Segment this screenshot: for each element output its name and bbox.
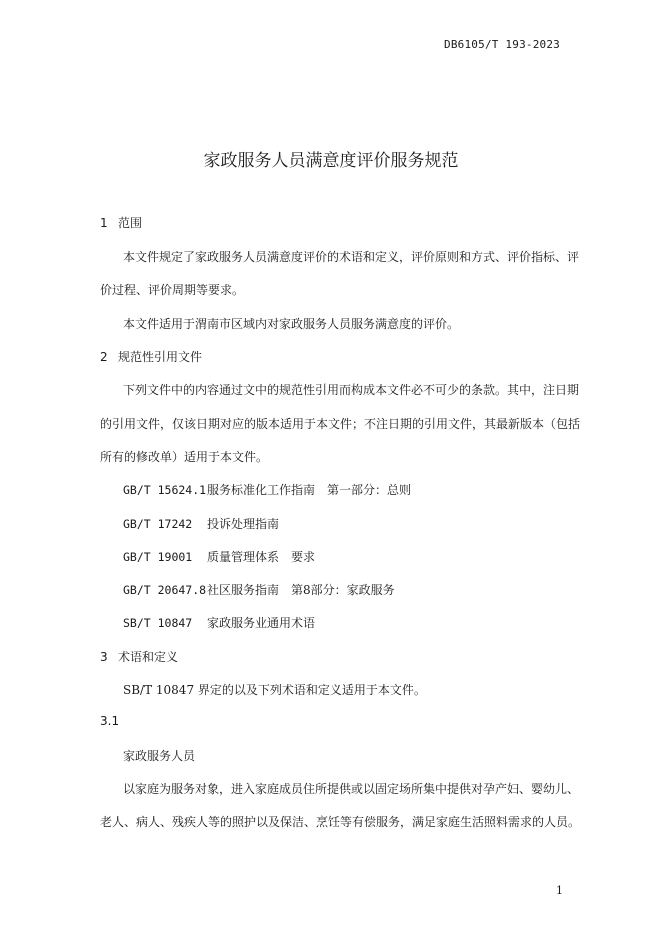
section-number: 2: [100, 350, 108, 364]
section-3-heading: [100, 648, 178, 665]
document-number: DB6105/T 193-2023: [444, 38, 560, 51]
page-number: 1: [556, 884, 563, 897]
section-2-heading: [100, 348, 202, 365]
reference-item: [123, 548, 315, 565]
reference-item: [123, 614, 315, 631]
definition-line: 老人、病人、残疾人等的照护以及保洁、烹饪等有偿服务，满足家庭生活照料需求的人员。: [100, 815, 581, 829]
reference-code: GB/T 19001: [123, 550, 193, 564]
paragraph-line: 的引用文件，仅该日期对应的版本适用于本文件；不注日期的引用文件，其最新版本（包括: [100, 417, 581, 431]
paragraph-line: 所有的修改单）适用于本文件。: [100, 450, 269, 464]
reference-title: 服务标准化工作指南 第一部分：总则: [207, 483, 412, 497]
page-title: 家政服务人员满意度评价服务规范: [203, 151, 459, 171]
section-1-heading: [100, 214, 142, 231]
section-number: 1: [100, 216, 108, 230]
section-title: 术语和定义: [118, 650, 179, 664]
reference-title: 家政服务业通用术语: [207, 616, 316, 630]
reference-item: [123, 515, 279, 532]
subsection-number: 3.1: [100, 714, 120, 728]
section-title: 规范性引用文件: [118, 350, 203, 364]
reference-item: [123, 481, 411, 498]
reference-code: GB/T 17242: [123, 517, 193, 531]
paragraph-line: 本文件规定了家政服务人员满意度评价的术语和定义，评价原则和方式、评价指标、评: [123, 250, 580, 264]
reference-item: [123, 581, 395, 598]
section-number: 3: [100, 650, 108, 664]
reference-title: 社区服务指南 第8部分：家政服务: [207, 583, 395, 597]
reference-code: GB/T 15624.1: [123, 483, 207, 497]
paragraph-line: SB/T 10847 界定的以及下列术语和定义适用于本文件。: [123, 683, 426, 697]
reference-code: GB/T 20647.8: [123, 583, 207, 597]
paragraph-line: 下列文件中的内容通过文中的规范性引用而构成本文件必不可少的条款。其中，注日期: [123, 383, 580, 397]
paragraph-line: 价过程、评价周期等要求。: [100, 283, 245, 297]
reference-title: 投诉处理指南: [207, 517, 280, 531]
definition-line: 以家庭为服务对象，进入家庭成员住所提供或以固定场所集中提供对孕产妇、婴幼儿、: [123, 782, 580, 796]
reference-title: 质量管理体系 要求: [207, 550, 316, 564]
term-heading: 家政服务人员: [123, 749, 196, 763]
reference-code: SB/T 10847: [123, 616, 193, 630]
section-title: 范围: [118, 216, 143, 230]
paragraph-line: 本文件适用于渭南市区域内对家政服务人员服务满意度的评价。: [123, 317, 460, 331]
